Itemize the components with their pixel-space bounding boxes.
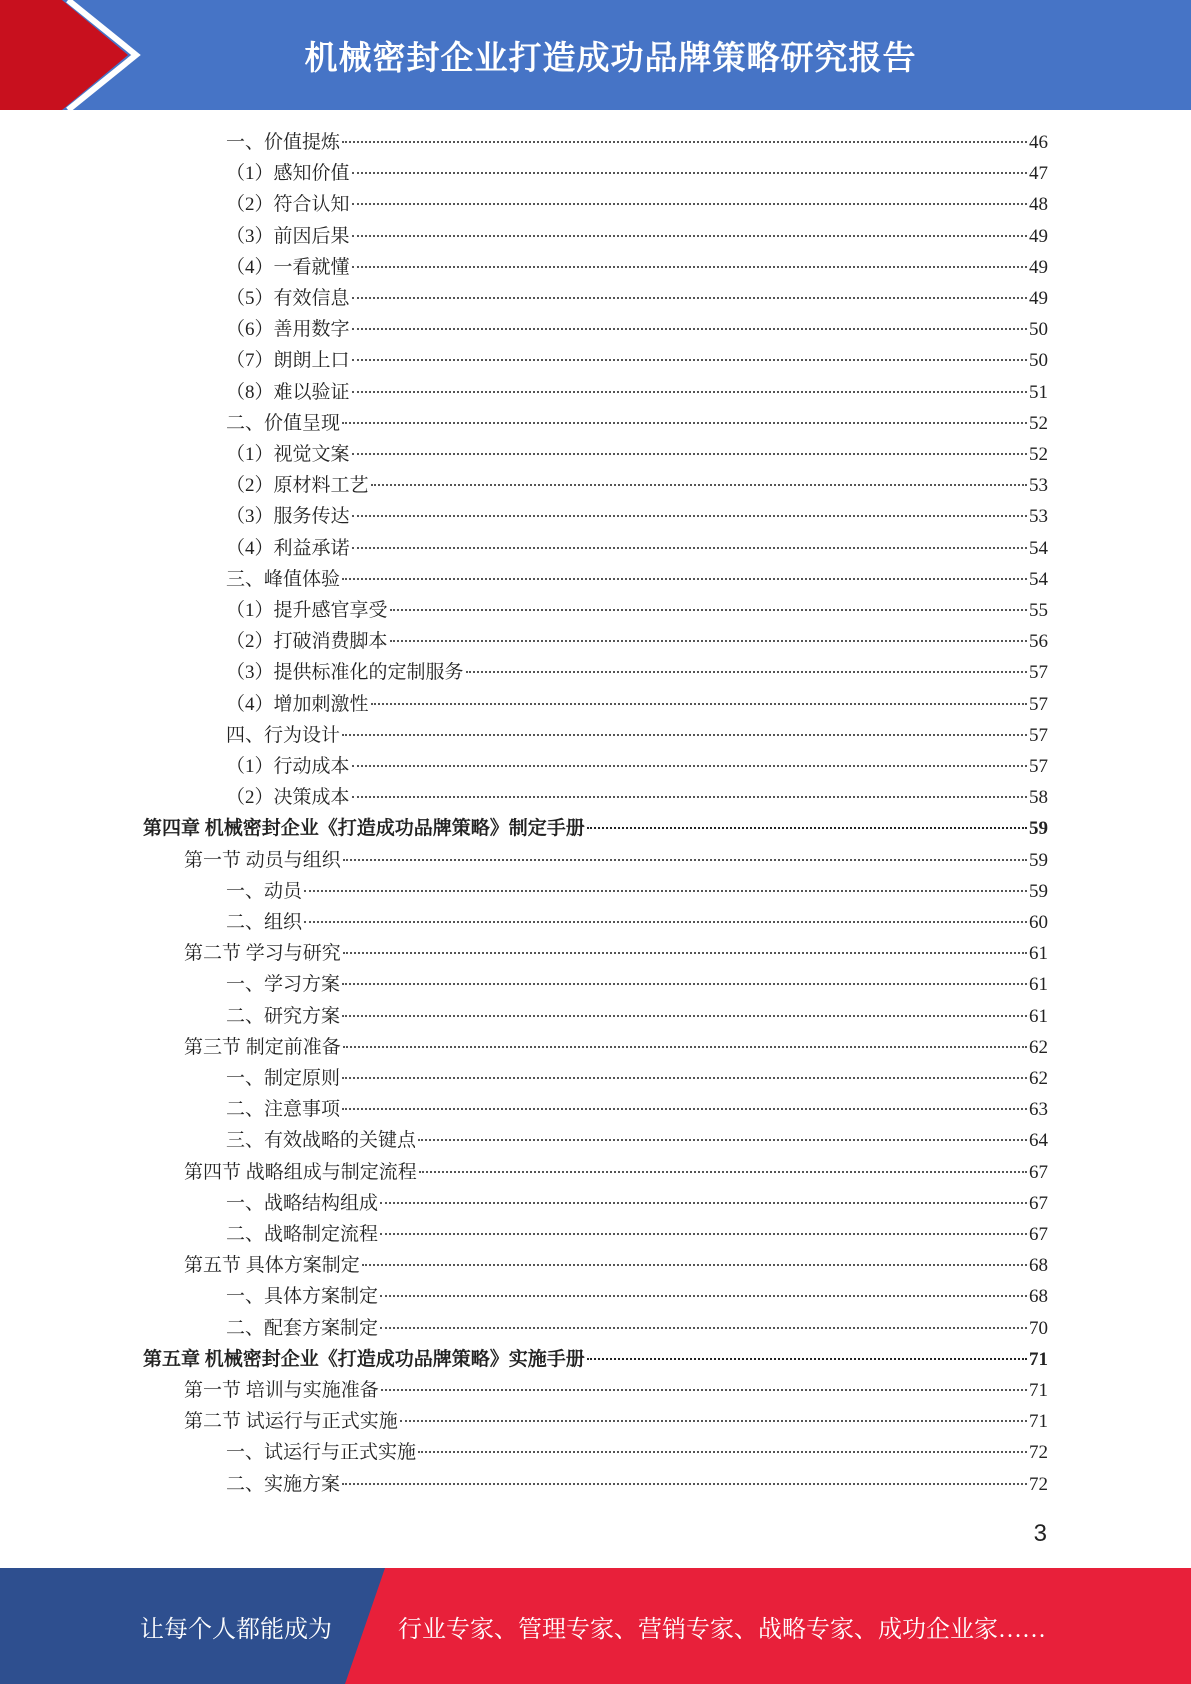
toc-leader-dots [352, 328, 1027, 330]
toc-leader-dots [352, 172, 1027, 174]
toc-entry-label: 二、价值呈现 [226, 413, 341, 434]
toc-entry[interactable] [226, 1313, 1048, 1344]
toc-leader-dots [362, 1264, 1027, 1266]
toc-entry-page: 53 [1029, 475, 1048, 496]
toc-leader-dots [380, 1327, 1027, 1329]
toc-entry-page: 57 [1029, 694, 1048, 715]
toc-entry[interactable] [226, 377, 1048, 408]
toc-entry-page: 47 [1029, 163, 1048, 184]
toc-entry-page: 61 [1029, 943, 1048, 964]
toc-entry-page: 59 [1029, 850, 1048, 871]
toc-leader-dots [352, 297, 1027, 299]
toc-entry[interactable] [226, 657, 1048, 688]
toc-entry-label: 一、价值提炼 [226, 132, 341, 153]
footer-slogan-left: 让每个人都能成为 [140, 1616, 332, 1643]
toc-leader-dots [380, 1233, 1027, 1235]
toc-entry-label: 第二节 学习与研究 [184, 943, 341, 964]
toc-entry[interactable] [143, 813, 1048, 844]
toc-entry-label: 二、注意事项 [226, 1099, 341, 1120]
toc-entry[interactable] [184, 1375, 1048, 1406]
toc-leader-dots [380, 1202, 1027, 1204]
toc-entry-label: 一、试运行与正式实施 [226, 1442, 417, 1463]
toc-entry-page: 67 [1029, 1224, 1048, 1245]
toc-entry-label: （7）朗朗上口 [226, 350, 350, 371]
toc-leader-dots [343, 859, 1027, 861]
toc-entry-label: 一、战略结构组成 [226, 1193, 379, 1214]
toc-entry-label: 二、组织 [226, 912, 303, 933]
toc-entry-page: 62 [1029, 1068, 1048, 1089]
toc-entry-page: 61 [1029, 1006, 1048, 1027]
toc-leader-dots [342, 578, 1027, 580]
toc-entry[interactable] [226, 501, 1048, 532]
toc-entry[interactable] [184, 938, 1048, 969]
toc-leader-dots [304, 890, 1027, 892]
toc-entry-page: 72 [1029, 1442, 1048, 1463]
toc-entry-label: 一、动员 [226, 881, 303, 902]
toc-entry-page: 57 [1029, 756, 1048, 777]
toc-entry-page: 52 [1029, 444, 1048, 465]
toc-leader-dots [352, 391, 1027, 393]
toc-entry-label: 第四章 机械密封企业《打造成功品牌策略》制定手册 [143, 818, 585, 839]
toc-entry[interactable] [226, 127, 1048, 158]
toc-entry-page: 67 [1029, 1162, 1048, 1183]
toc-leader-dots [390, 609, 1027, 611]
toc-entry[interactable] [226, 720, 1048, 751]
toc-entry-label: （1）提升感官享受 [226, 600, 388, 621]
toc-leader-dots [380, 1295, 1027, 1297]
toc-entry-label: 第五章 机械密封企业《打造成功品牌策略》实施手册 [143, 1349, 585, 1370]
toc-entry-label: 一、学习方案 [226, 974, 341, 995]
toc-entry-label: （1）感知价值 [226, 163, 350, 184]
toc-leader-dots [352, 765, 1027, 767]
toc-entry-label: 二、战略制定流程 [226, 1224, 379, 1245]
page-number: 3 [1033, 1520, 1047, 1547]
toc-entry-page: 57 [1029, 662, 1048, 683]
toc-entry-page: 72 [1029, 1474, 1048, 1495]
toc-leader-dots [371, 703, 1027, 705]
toc-entry-label: 二、配套方案制定 [226, 1318, 379, 1339]
toc-entry[interactable] [226, 907, 1048, 938]
toc-entry-page: 50 [1029, 319, 1048, 340]
toc-entry[interactable] [184, 1406, 1048, 1437]
toc-leader-dots [343, 1046, 1027, 1048]
toc-entry-label: 一、制定原则 [226, 1068, 341, 1089]
toc-entry-page: 53 [1029, 506, 1048, 527]
toc-leader-dots [342, 1483, 1027, 1485]
toc-entry-page: 62 [1029, 1037, 1048, 1058]
toc-entry-label: 四、行为设计 [226, 725, 341, 746]
toc-entry-page: 49 [1029, 288, 1048, 309]
footer-slogan-right: 行业专家、管理专家、营销专家、战略专家、成功企业家…… [398, 1616, 1046, 1643]
toc-entry[interactable] [226, 1094, 1048, 1125]
toc-entry[interactable] [226, 564, 1048, 595]
toc-entry[interactable] [226, 1437, 1048, 1468]
toc-entry-page: 48 [1029, 194, 1048, 215]
toc-entry[interactable] [184, 1157, 1048, 1188]
toc-entry-page: 55 [1029, 600, 1048, 621]
toc-entry[interactable] [143, 1344, 1048, 1375]
toc-leader-dots [342, 422, 1027, 424]
page-header [0, 0, 1191, 110]
toc-entry-page: 50 [1029, 350, 1048, 371]
toc-entry-page: 56 [1029, 631, 1048, 652]
toc-leader-dots [342, 1108, 1027, 1110]
toc-entry[interactable] [226, 439, 1048, 470]
toc-entry[interactable] [226, 1063, 1048, 1094]
toc-entry-label: 二、实施方案 [226, 1474, 341, 1495]
toc-entry-label: （2）原材料工艺 [226, 475, 369, 496]
toc-entry-label: （8）难以验证 [226, 382, 350, 403]
toc-entry[interactable] [226, 408, 1048, 439]
toc-entry-page: 58 [1029, 787, 1048, 808]
toc-leader-dots [342, 141, 1027, 143]
toc-entry-label: 第四节 战略组成与制定流程 [184, 1162, 417, 1183]
toc-entry[interactable] [226, 1188, 1048, 1219]
toc-entry[interactable] [226, 189, 1048, 220]
toc-entry-page: 63 [1029, 1099, 1048, 1120]
toc-entry[interactable] [226, 345, 1048, 376]
toc-entry[interactable] [226, 1001, 1048, 1032]
toc-entry-page: 46 [1029, 132, 1048, 153]
toc-entry-page: 59 [1029, 818, 1048, 839]
toc-entry[interactable] [226, 876, 1048, 907]
toc-leader-dots [343, 952, 1027, 954]
toc-entry-label: （4）增加刺激性 [226, 694, 369, 715]
toc-leader-dots [352, 235, 1027, 237]
toc-entry-page: 68 [1029, 1286, 1048, 1307]
toc-leader-dots [352, 266, 1027, 268]
toc-entry[interactable] [226, 1469, 1048, 1500]
toc-leader-dots [342, 734, 1027, 736]
toc-entry-label: （6）善用数字 [226, 319, 350, 340]
toc-leader-dots [352, 359, 1027, 361]
toc-entry-page: 61 [1029, 974, 1048, 995]
toc-leader-dots [587, 1358, 1027, 1360]
toc-leader-dots [304, 921, 1027, 923]
toc-leader-dots [352, 515, 1027, 517]
toc-leader-dots [371, 484, 1027, 486]
toc-entry-label: 一、具体方案制定 [226, 1286, 379, 1307]
toc-entry-label: 第五节 具体方案制定 [184, 1255, 360, 1276]
toc-entry[interactable] [226, 252, 1048, 283]
toc-entry[interactable] [226, 1219, 1048, 1250]
toc-entry-label: （3）提供标准化的定制服务 [226, 662, 464, 683]
toc-leader-dots [418, 1139, 1027, 1141]
toc-entry-label: （1）视觉文案 [226, 444, 350, 465]
toc-entry-page: 64 [1029, 1130, 1048, 1151]
report-title: 机械密封企业打造成功品牌策略研究报告 [304, 37, 917, 77]
toc-leader-dots [418, 1451, 1027, 1453]
toc-leader-dots [587, 827, 1027, 829]
toc-entry-label: （1）行动成本 [226, 756, 350, 777]
header-chevron-icon [0, 0, 160, 110]
toc-entry[interactable] [226, 626, 1048, 657]
toc-entry-page: 59 [1029, 881, 1048, 902]
toc-entry[interactable] [226, 221, 1048, 252]
toc-entry-label: （5）有效信息 [226, 288, 350, 309]
toc-leader-dots [342, 1077, 1027, 1079]
toc-leader-dots [419, 1171, 1027, 1173]
toc-entry-page: 54 [1029, 538, 1048, 559]
toc-entry-label: （2）决策成本 [226, 787, 350, 808]
toc-leader-dots [352, 203, 1027, 205]
toc-entry-page: 51 [1029, 382, 1048, 403]
toc-leader-dots [390, 640, 1027, 642]
toc-leader-dots [352, 796, 1027, 798]
toc-leader-dots [352, 453, 1027, 455]
toc-entry-page: 49 [1029, 257, 1048, 278]
toc-entry[interactable] [226, 314, 1048, 345]
toc-entry[interactable] [226, 782, 1048, 813]
toc-entry-page: 67 [1029, 1193, 1048, 1214]
toc-entry[interactable] [226, 533, 1048, 564]
toc-entry[interactable] [184, 845, 1048, 876]
toc-entry[interactable] [226, 158, 1048, 189]
toc-entry-label: （2）符合认知 [226, 194, 350, 215]
toc-entry-page: 49 [1029, 226, 1048, 247]
toc-entry[interactable] [226, 1125, 1048, 1156]
toc-entry-page: 71 [1029, 1411, 1048, 1432]
toc-entry[interactable] [226, 283, 1048, 314]
toc-leader-dots [352, 547, 1027, 549]
page-footer [0, 1568, 1191, 1684]
toc-entry[interactable] [226, 470, 1048, 501]
toc-entry-label: （4）利益承诺 [226, 538, 350, 559]
toc-entry-label: 三、峰值体验 [226, 569, 341, 590]
toc-entry-label: 第二节 试运行与正式实施 [184, 1411, 398, 1432]
toc-entry-label: 二、研究方案 [226, 1006, 341, 1027]
toc-leader-dots [342, 983, 1027, 985]
toc-entry-label: 第一节 动员与组织 [184, 850, 341, 871]
toc-entry-label: （3）前因后果 [226, 226, 350, 247]
toc-entry[interactable] [184, 1032, 1048, 1063]
toc-entry-label: （3）服务传达 [226, 506, 350, 527]
toc-leader-dots [466, 671, 1027, 673]
toc-entry[interactable] [226, 1281, 1048, 1312]
toc-entry-page: 71 [1029, 1380, 1048, 1401]
toc-entry[interactable] [226, 969, 1048, 1000]
toc-entry-label: 三、有效战略的关键点 [226, 1130, 417, 1151]
toc-leader-dots [400, 1420, 1027, 1422]
toc-entry[interactable] [226, 595, 1048, 626]
toc-entry[interactable] [226, 751, 1048, 782]
toc-entry[interactable] [184, 1250, 1048, 1281]
toc-entry-page: 68 [1029, 1255, 1048, 1276]
toc-entry-label: 第三节 制定前准备 [184, 1037, 341, 1058]
toc-entry-page: 60 [1029, 912, 1048, 933]
toc-entry-page: 71 [1029, 1349, 1048, 1370]
toc-leader-dots [381, 1389, 1027, 1391]
toc-entry-page: 52 [1029, 413, 1048, 434]
toc-entry[interactable] [226, 689, 1048, 720]
toc-entry-label: （4）一看就懂 [226, 257, 350, 278]
toc-entry-page: 54 [1029, 569, 1048, 590]
toc-entry-label: 第一节 培训与实施准备 [184, 1380, 379, 1401]
toc-leader-dots [342, 1015, 1027, 1017]
toc-entry-page: 70 [1029, 1318, 1048, 1339]
toc-entry-label: （2）打破消费脚本 [226, 631, 388, 652]
toc-entry-page: 57 [1029, 725, 1048, 746]
